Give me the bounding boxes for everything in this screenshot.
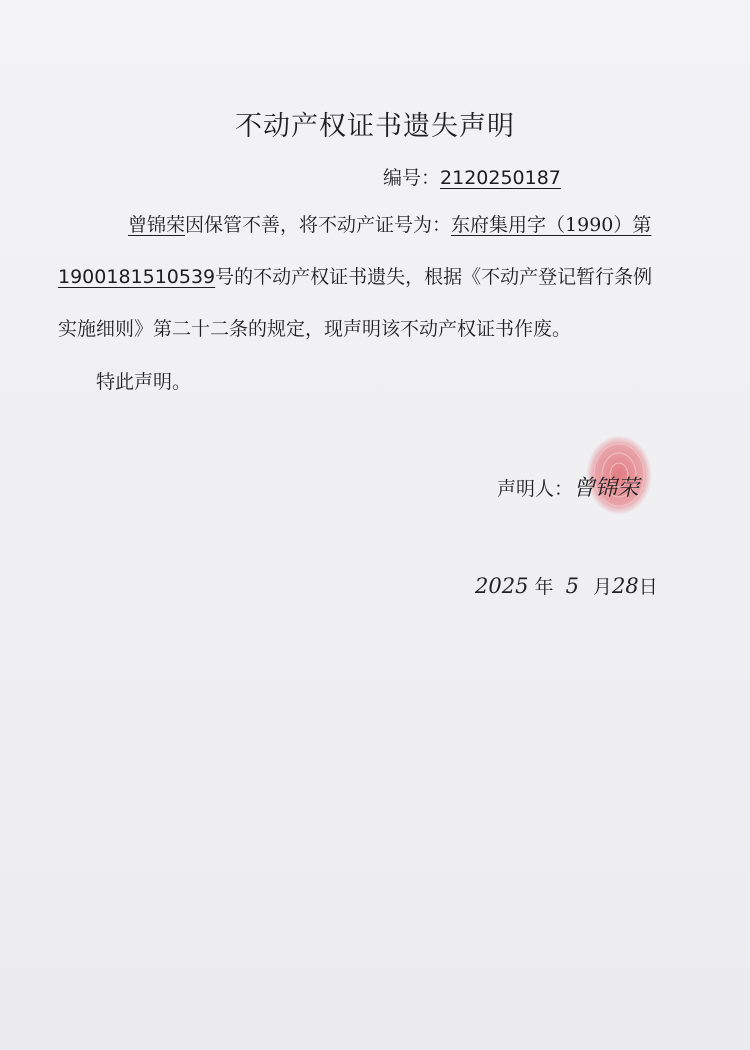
document-title: 不动产权证书遗失声明 [235,111,515,142]
statement-line-2 [58,262,652,289]
declarant-label: 声明人： [497,478,574,500]
date-year: 2025 [475,574,529,598]
statement-line-1 [128,210,651,237]
date-month: 5 [565,574,579,598]
date-day-label: 日 [638,576,658,598]
statement-text-2: 号的不动产权证书遗失，根据《不动产登记暂行条例 [215,266,653,288]
serial-line [383,163,561,190]
serial-number: 2120250187 [440,167,561,189]
certificate-prefix: 东府集用字（1990）第 [451,214,652,236]
serial-label: 编号： [383,167,441,189]
date-year-label: 年 [534,576,554,598]
statement-text-3: 实施细则》第二十二条的规定，现声明该不动产权证书作废。 [58,318,572,340]
owner-name: 曾锦荣 [128,214,186,236]
date-day: 28 [612,574,639,598]
closing-statement: 特此声明。 [96,371,192,393]
handwritten-signature: 曾锦荣 [573,476,640,501]
statement-line-3 [58,314,571,341]
date-month-label: 月 [592,576,612,598]
date-line [475,572,658,599]
declarant-line [497,471,639,502]
statement-text-1: 因保管不善，将不动产证号为： [185,214,452,236]
certificate-number: 1900181510539 [58,266,216,288]
